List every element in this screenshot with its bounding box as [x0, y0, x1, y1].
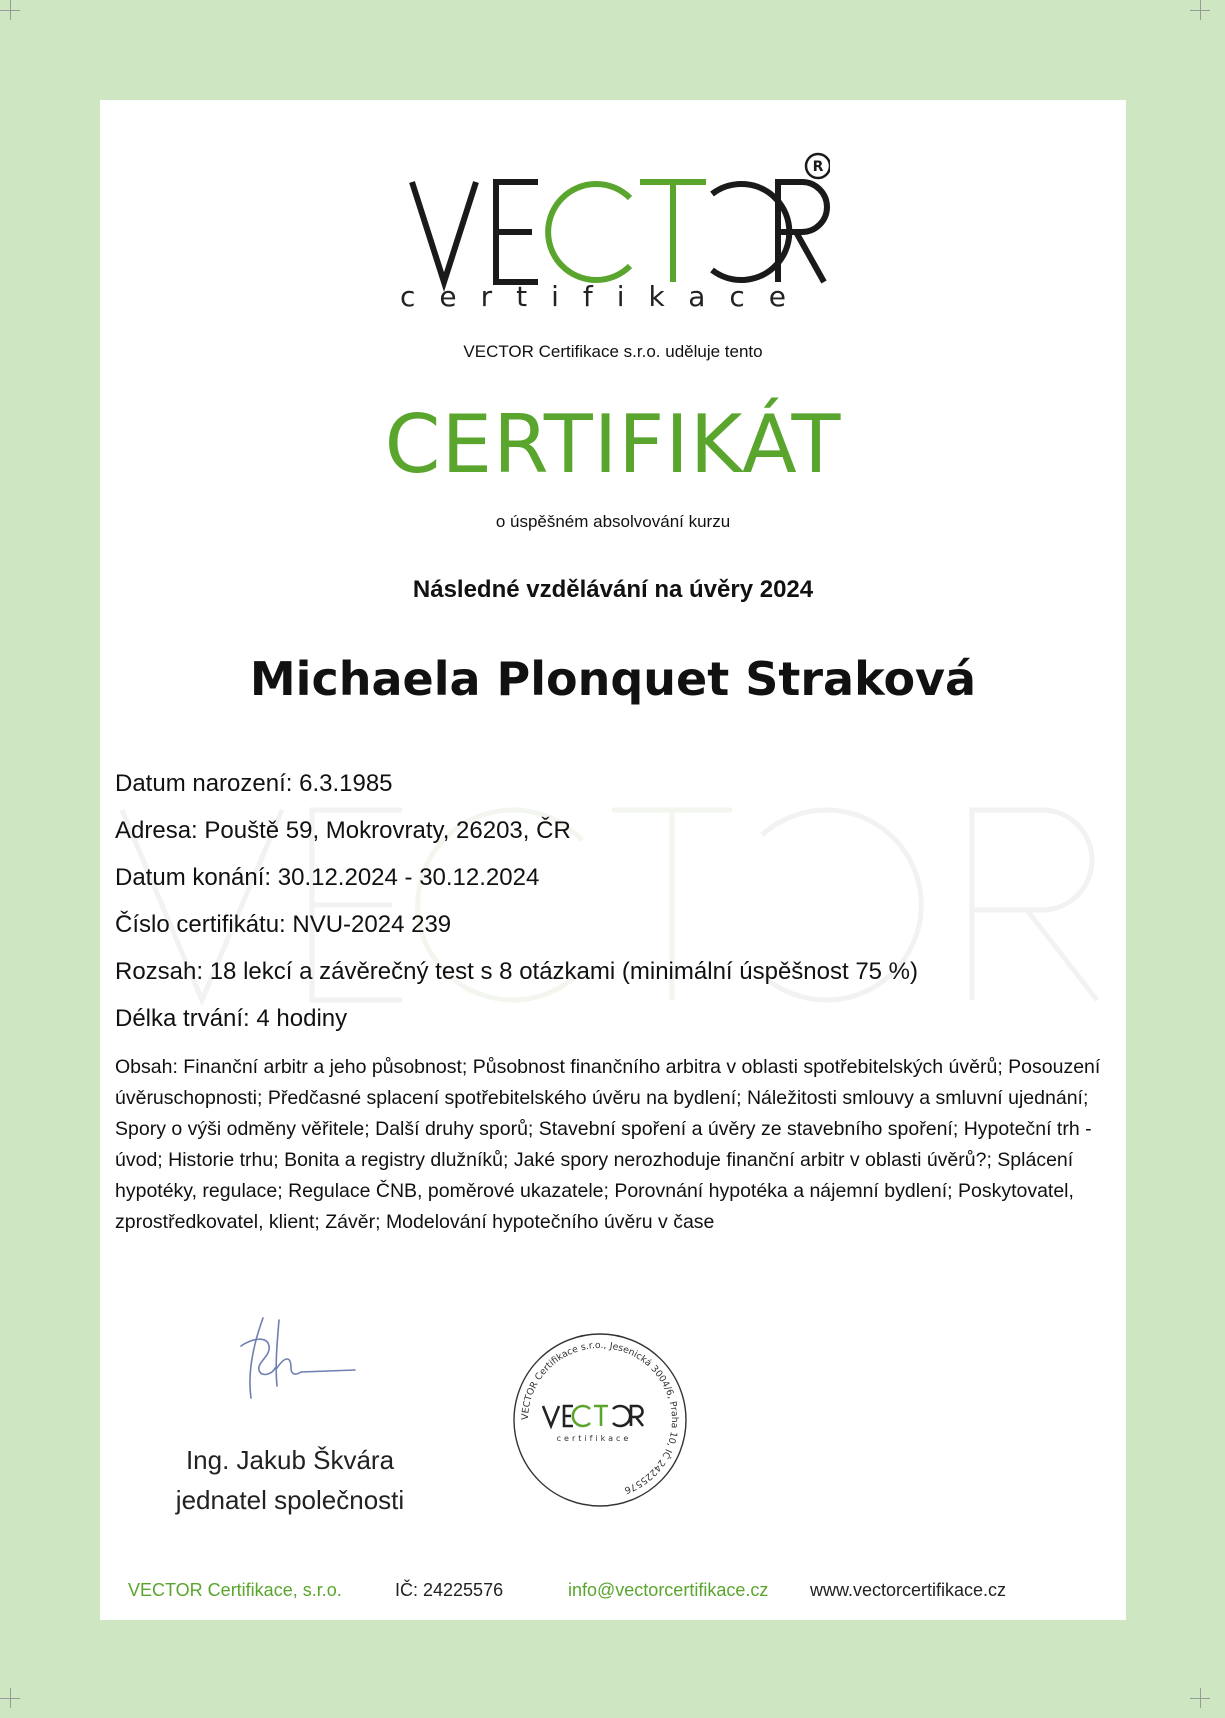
signature-icon [235, 1310, 360, 1405]
crop-mark-bottom-right [1190, 1688, 1210, 1708]
course-name: Následné vzdělávání na úvěry 2024 [412, 576, 814, 603]
signatory-block [140, 1440, 440, 1520]
stamp-ring-text: VECTOR Certifikace s.r.o., Jesenická 3004/6, Praha 10, IČ 24225576 [519, 1339, 681, 1496]
event-date: Datum konání: 30.12.2024 - 30.12.2024 [115, 864, 540, 891]
certificate-number: Číslo certifikátu: NVU-2024 239 [115, 911, 452, 938]
details-block [115, 760, 1115, 1042]
svg-text:R: R [812, 159, 824, 175]
footer-website-link[interactable]: www.vectorcertifikace.cz [810, 1580, 1007, 1600]
footer-ic: IČ: 24225576 [395, 1580, 504, 1600]
footer-email-link[interactable]: info@vectorcertifikace.cz [568, 1580, 769, 1600]
crop-mark-bottom-left [0, 1688, 20, 1708]
recipient-name: Michaela Plonquet Straková [249, 652, 977, 706]
crop-mark-top-left [0, 0, 20, 20]
footer-company: VECTOR Certifikace, s.r.o. [128, 1580, 342, 1600]
company-stamp [510, 1330, 690, 1510]
logo-subtext: certifikace [400, 280, 811, 313]
crop-mark-top-right [1190, 0, 1210, 20]
course-duration: Délka trvání: 4 hodiny [115, 1005, 348, 1032]
birth-date: Datum narození: 6.3.1985 [115, 770, 393, 797]
certificate-subtitle: o úspěšném absolvování kurzu [495, 512, 731, 531]
signatory-name: Ing. Jakub Škvára [185, 1445, 395, 1475]
address: Adresa: Pouště 59, Mokrovraty, 26203, ČR [115, 817, 571, 844]
stamp-subtext: certifikace [556, 1434, 632, 1443]
signatory-role: jednatel společnosti [175, 1485, 405, 1515]
certificate-title: CERTIFIKÁT [384, 398, 842, 491]
issuer-line: VECTOR Certifikace s.r.o. uděluje tento [463, 342, 763, 361]
certificate-page [100, 100, 1126, 1620]
course-content: Obsah: Finanční arbitr a jeho působnost; Působnost finančního arbitra v oblasti spotřebitelských úvěrů; Posouzení úvěruschopnosti; Předčasné splacení spotřebitelského úvěru na bydlení; Náležitosti smlouvy a smluvní ujednání; Spory o výši odměny věřitele; Další druhy sporů; Stavební spoření a úvěry ze stavebního spoření; Hypoteční trh - úvod; Historie trhu; Bonita a registry dlužníků; Jaké spory nerozhoduje finanční arbitr v oblasti úvěrů?; Splácení hypotéky, regulace; Regulace ČNB, poměrové ukazatele; Porovnání hypotéka a nájemní bydlení; Poskytovatel, zprostředkovatel, klient; Závěr; Modelování hypotečního úvěru v čase [115, 1056, 1101, 1233]
course-scope: Rozsah: 18 lekcí a závěrečný test s 8 otázkami (minimální úspěšnost 75 %) [115, 958, 919, 985]
